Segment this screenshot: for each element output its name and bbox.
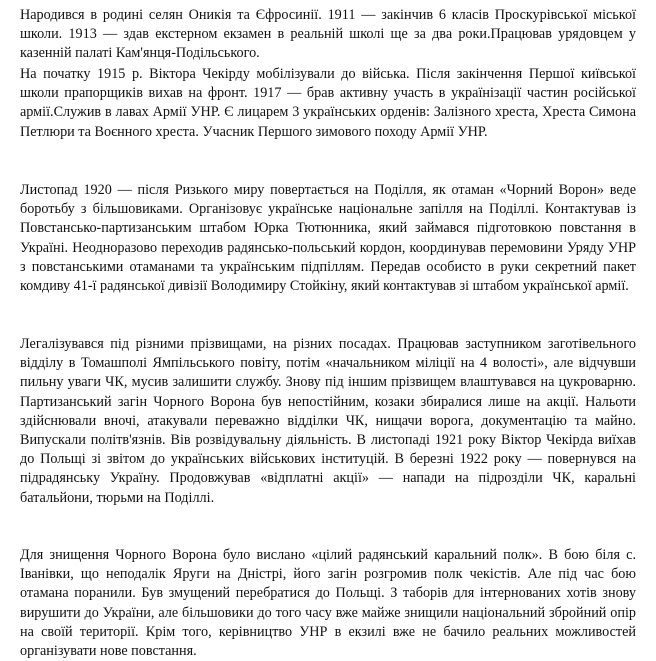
paragraph-underground-activity: Легалізувався під різними прізвищами, на різних посадах. Працював заступником заготівельного відділу в Томашполі Ямпільського повіту, потім «начальником міліції на 4 волості», але відчувши пильну уваги ЧК, мусив залишити службу. Знову під іншим прізвищем влаштувався на цукроварню. Партизанський загін Чорного Ворона був непостійним, козаки збиралися лише на акції. Нальоти здійснювали вночі, атакували переважно відділки ЧК, нищачи ворога, документацію та майно. Випускали політв'язнів. Вів розвідувальну діяльність. В листопаді 1921 року Віктор Чекірда виїхав до Польщі зі звітом до українських військових інституцій. В березні 1922 року — повернувся на підрадянську Україну. Продовжував «відплатні акції» — напади на підрозділи ЧК, каральні батальйони, тюрьми на Поділлі.: [20, 336, 636, 506]
paragraph-military-service: На початку 1915 р. Віктора Чекірду мобілізували до війська. Після закінчення Першої київської школи прапорщиків вихав на фронт. 1917 — брав активну участь в українізації частин російської армії.Служив в лавах Армії УНР. Є лицарем 3 українських орденів: Залізного хреста, Хреста Симона Петлюри та Воєнного хреста. Учасник Першого зимового походу Армії УНР.: [20, 66, 636, 140]
paragraph-podillia-struggle: Листопад 1920 — після Ризького миру повертається на Поділля, як отаман «Чорний Ворон» веде боротьбу з більшовиками. Організовує українське національне запілля на Поділлі. Контактував із Повстансько-партизанським штабом Юрка Тютюнника, який займався підготовкою повстання в Україні. Неодноразово переходив радянсько-польський кордон, координував перемовини Уряду УНР з повстанськими отаманами та українським підпіллям. Передав особисто в руки секретний пакет комдиву 41-ї радянської дивізії Володимиру Стойкіну, який контактував зі штабом української армії.: [20, 182, 636, 295]
paragraph-final-battle: Для знищення Чорного Ворона було вислано «цілий радянський каральний полк». В бою біля с. Іванівки, що неподалік Яруги на Дністрі, його загін розгромив полк чекістів. Але під час бою отамана поранили. Був змущений перебратися до Польщі. З таборів для інтернованих хотів знову вирушити до України, але більшовики до того часу вже майже знищили національний збройний опір на своїй території. Крім того, керівництво УНР в екзилі вже не бачило реальних можливостей організувати нове повстання.: [20, 547, 636, 660]
paragraph-early-life: Народився в родині селян Оникія та Єфросинії. 1911 — закінчив 6 класів Проскурівської міської школи. 1913 — здав екстерном екзамен в реальній школі ще за два роки.Працював урядовцем у казенній палаті Кам'янця-Подільського.: [20, 7, 636, 62]
